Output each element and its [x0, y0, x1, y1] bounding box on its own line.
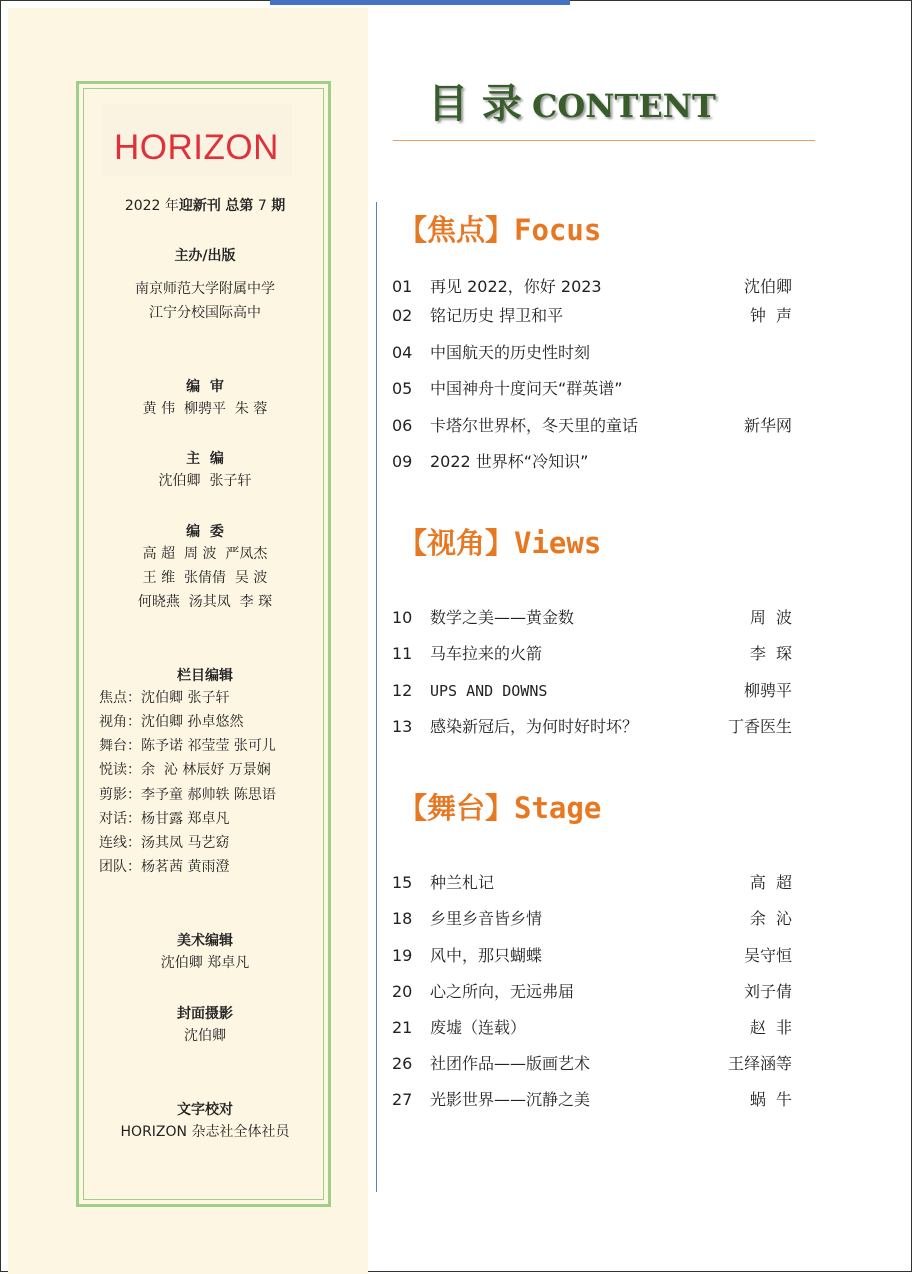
toc-entry[interactable]: 05 中国神舟十度问天“群英谱” [392, 379, 623, 398]
column-editors-label: 栏目编辑 [177, 668, 233, 684]
committee-line: 高 超 周 波 严凤杰 [142, 546, 268, 562]
toc-entry[interactable]: 06 卡塔尔世界杯，冬天里的童话 新华网 [392, 416, 792, 435]
proofreaders: HORIZON 杂志社全体社员 [120, 1124, 290, 1140]
reviewers-label: 编 审 [186, 379, 224, 395]
art-editor-label: 美术编辑 [177, 933, 233, 949]
editors: 沈伯卿 张子轩 [158, 473, 252, 489]
art-editors: 沈伯卿 郑卓凡 [160, 955, 250, 971]
committee-line: 王 维 张倩倩 吴 波 [142, 570, 268, 586]
toc-entry[interactable]: 04 中国航天的历史性时刻 [392, 343, 591, 362]
column-editor-line: 对话：杨甘露 郑卓凡 [99, 811, 230, 827]
column-editor-line: 连线：汤其凤 马艺窈 [99, 835, 230, 851]
toc-entry[interactable]: 11 马车拉来的火箭 李 琛 [392, 644, 792, 663]
toc-entry[interactable]: 18 乡里乡音皆乡情 余 沁 [392, 909, 792, 928]
toc-entry[interactable]: 27 光影世界——沉静之美 蜗 牛 [392, 1090, 792, 1109]
toc-entry[interactable]: 13 感染新冠后，为何时好时坏？ 丁香医生 [392, 717, 792, 736]
committee-line: 何晓燕 汤其凤 李 琛 [137, 594, 273, 610]
publisher-line-1: 南京师范大学附属中学 [135, 281, 275, 297]
toc-entry[interactable]: 21 废墟（连载） 赵 非 [392, 1018, 792, 1037]
committee-label: 编 委 [186, 524, 224, 540]
column-editor-line: 视角：沈伯卿 孙卓悠然 [99, 714, 244, 730]
publisher-line-2: 江宁分校国际高中 [149, 305, 261, 321]
top-accent-bar [270, 0, 570, 5]
toc-entry[interactable]: 20 心之所向，无远弗届 刘子倩 [392, 982, 792, 1001]
section-heading-stage: 【舞台】Stage [398, 791, 602, 825]
section-heading-focus: 【焦点】Focus [398, 213, 602, 247]
title-divider [393, 140, 815, 141]
horizon-logo: HORIZON [114, 128, 279, 167]
cover-photo-label: 封面摄影 [177, 1006, 233, 1022]
toc-entry[interactable]: 02 铭记历史 捍卫和平 钟 声 [392, 306, 792, 325]
toc-entry[interactable]: 10 数学之美——黄金数 周 波 [392, 608, 792, 627]
toc-entry[interactable]: 09 2022 世界杯“冷知识” [392, 452, 589, 471]
toc-entry[interactable]: 12 UPS AND DOWNS 柳骋平 [392, 681, 792, 700]
reviewers: 黄 伟 柳骋平 朱 蓉 [142, 401, 268, 417]
toc-entry[interactable]: 26 社团作品——版画艺术 王绎涵等 [392, 1054, 792, 1073]
publisher-label: 主办/出版 [174, 248, 236, 264]
column-editor-line: 舞台：陈予诺 祁莹莹 张可儿 [99, 738, 276, 754]
toc-entry[interactable]: 19 风中，那只蝴蝶 吴守恒 [392, 946, 792, 965]
toc-entry[interactable]: 15 种兰札记 高 超 [392, 873, 792, 892]
column-editor-line: 剪影：李予童 郝帅轶 陈思语 [99, 787, 276, 803]
toc-title: 目 录 CONTENT [428, 80, 716, 127]
cover-photographer: 沈伯卿 [184, 1028, 226, 1044]
vertical-divider [376, 202, 377, 1192]
column-editor-line: 悦读：余 沁 林辰妤 万景娴 [99, 762, 271, 778]
proofreading-label: 文字校对 [177, 1102, 233, 1118]
column-editor-line: 团队：杨茗茜 黄雨澄 [99, 859, 230, 875]
column-editor-line: 焦点：沈伯卿 张子轩 [99, 690, 230, 706]
section-heading-views: 【视角】Views [398, 526, 602, 560]
editor-label: 主 编 [186, 451, 224, 467]
issue-line: 2022 年迎新刊 总第 7 期 [124, 198, 286, 214]
toc-entry[interactable]: 01 再见 2022，你好 2023 沈伯卿 [392, 277, 792, 296]
